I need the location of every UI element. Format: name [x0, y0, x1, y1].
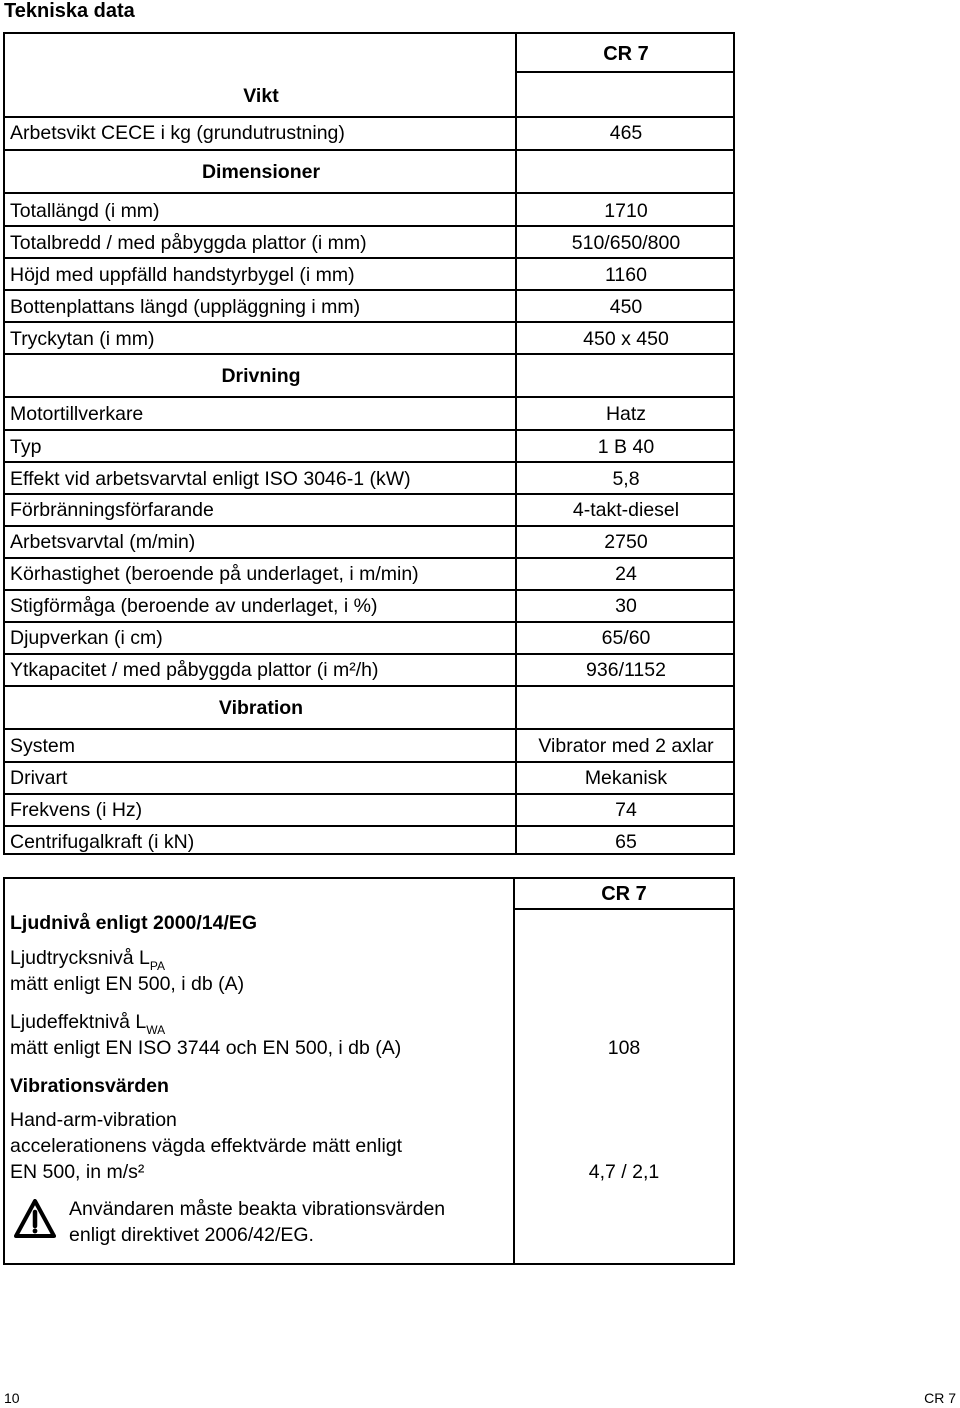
row-value: 465: [609, 122, 643, 144]
vibration-line: Hand-arm-vibration: [10, 1109, 177, 1131]
row-value: 65: [615, 831, 637, 853]
vibration-value: 4,7 / 2,1: [588, 1161, 660, 1183]
row-label: Frekvens (i Hz): [10, 799, 143, 821]
row-value: 74: [615, 799, 637, 821]
row-value: 4-takt-diesel: [572, 499, 680, 521]
row-value: 450: [609, 296, 643, 318]
row-value: Mekanisk: [584, 767, 668, 789]
row-value: 65/60: [601, 627, 651, 649]
section-weight: Vikt: [243, 85, 279, 107]
sound-pressure-method: mätt enligt EN 500, i db (A): [10, 973, 245, 995]
sound-power-value: 108: [607, 1037, 641, 1059]
spec-table: [3, 32, 735, 855]
row-label: Djupverkan (i cm): [10, 627, 163, 649]
row-label: Bottenplattans längd (uppläggning i mm): [10, 296, 361, 318]
section-vibration: Vibration: [218, 697, 304, 719]
row-label: Ytkapacitet / med påbyggda plattor (i m²/h): [10, 659, 379, 681]
row-label: Tryckytan (i mm): [10, 328, 155, 350]
row-label: Arbetsvikt CECE i kg (grundutrustning): [10, 122, 345, 144]
row-value: Vibrator med 2 axlar: [538, 735, 714, 757]
vibration-values-title: Vibrationsvärden: [10, 1075, 169, 1097]
row-label: Stigförmåga (beroende av underlaget, i %): [10, 595, 378, 617]
warning-triangle-icon: [14, 1199, 56, 1239]
footer-model: CR 7: [924, 1390, 956, 1406]
row-label: Drivart: [10, 767, 68, 789]
row-label: Totalbredd / med påbyggda plattor (i mm): [10, 232, 367, 254]
row-value: 5,8: [612, 468, 640, 490]
row-label: Effekt vid arbetsvarvtal enligt ISO 3046-1 (kW): [10, 468, 411, 490]
row-value: Hatz: [605, 403, 647, 425]
row-label: Totallängd (i mm): [10, 200, 160, 222]
row-value: 450 x 450: [583, 328, 669, 350]
row-value: 1 B 40: [597, 436, 655, 458]
page-title: Tekniska data: [4, 0, 135, 22]
model-column-header: CR 7: [603, 43, 649, 65]
row-label: Typ: [10, 436, 42, 458]
row-label: Förbränningsförfarande: [10, 499, 214, 521]
vibration-line: EN 500, in m/s²: [10, 1161, 145, 1183]
warning-text: enligt direktivet 2006/42/EG.: [69, 1224, 314, 1246]
row-value: 30: [615, 595, 637, 617]
row-value: 2750: [604, 531, 648, 553]
row-value: 24: [615, 563, 637, 585]
row-label: Höjd med uppfälld handstyrbygel (i mm): [10, 264, 355, 286]
row-label: Arbetsvarvtal (m/min): [10, 531, 196, 553]
row-label: Motortillverkare: [10, 403, 144, 425]
noise-title: Ljudnivå enligt 2000/14/EG: [10, 912, 258, 934]
section-dimensions: Dimensioner: [201, 161, 321, 183]
row-value: 1160: [605, 264, 647, 286]
section-drive: Drivning: [221, 365, 301, 387]
sound-power-method: mätt enligt EN ISO 3744 och EN 500, i db (A): [10, 1037, 402, 1059]
row-value: 936/1152: [586, 659, 666, 681]
page-number: 10: [4, 1390, 20, 1406]
row-label: Centrifugalkraft (i kN): [10, 831, 195, 853]
row-label: System: [10, 735, 76, 757]
model-column-header: CR 7: [601, 883, 647, 905]
row-value: 510/650/800: [571, 232, 681, 254]
sound-pressure-label: Ljudtrycksnivå $L_{PA}$: [10, 947, 165, 973]
sound-power-label: Ljudeffektnivå $L_{WA}$: [10, 1011, 166, 1037]
row-value: 1710: [604, 200, 648, 222]
vibration-line: accelerationens vägda effektvärde mätt enligt: [10, 1135, 403, 1157]
row-label: Körhastighet (beroende på underlaget, i m/min): [10, 563, 419, 585]
noise-vibration-table: [3, 877, 735, 1265]
warning-text: Användaren måste beakta vibrationsvärden: [69, 1198, 446, 1220]
